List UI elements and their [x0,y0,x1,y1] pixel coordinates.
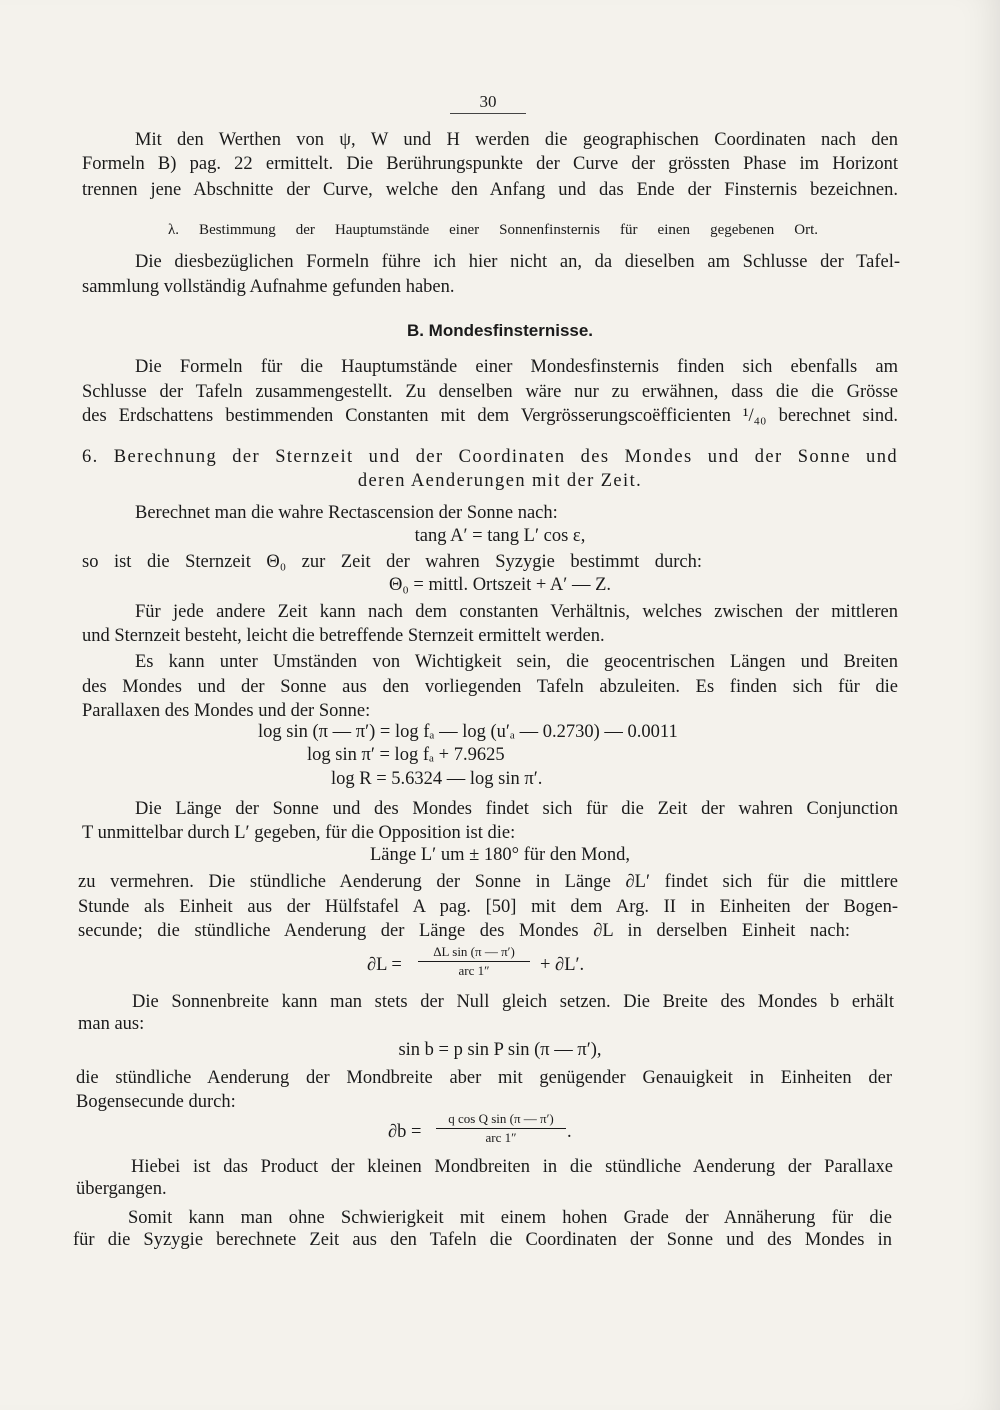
equation: log R = 5.6324 — log sin π′. [331,769,543,789]
text-line: T unmittelbar durch L′ gegeben, für die Opposition ist die: [82,823,516,843]
text-line: Bogensecunde durch: [76,1092,236,1112]
equation: tang A′ = tang L′ cos ε, [414,526,586,546]
text-line: des Mondes und der Sonne aus den vorliegenden Tafeln abzuleiten. Es finden sich für die [82,677,898,697]
text-line: Hiebei ist das Product der kleinen Mondbreiten in die stündliche Aenderung der Parallaxe [131,1157,893,1177]
text-line: Stunde als Einheit aus der Hülfstafel A pag. [50] mit dem Arg. II in Einheiten der Bogen- [78,897,898,917]
text-line: trennen jene Abschnitte der Curve, welche den Anfang und das Ende der Finsternis bezeichnen. [82,180,898,200]
section-heading: B. Mondesfinsternisse. [406,321,594,340]
equation-left: ∂b = [388,1122,422,1142]
text-line: Parallaxen des Mondes und der Sonne: [82,701,371,721]
equation: Länge L′ um ± 180° für den Mond, [370,845,630,865]
fraction-numerator: q cos Q sin (π — π′) [436,1111,566,1129]
text-line: übergangen. [76,1179,167,1199]
text-line: Somit kann man ohne Schwierigkeit mit einem hohen Grade der Annäherung für die [128,1208,892,1228]
text-line: Die diesbezüglichen Formeln führe ich hier nicht an, da dieselben am Schlusse der Tafel- [135,252,900,272]
text-line: man aus: [78,1014,145,1034]
page-number: 30 [450,92,526,114]
text-line: Berechnet man die wahre Rectascension der Sonne nach: [135,503,558,523]
equation-left: ∂L = [367,955,402,975]
equation-right: . [567,1122,572,1142]
text-line: Mit den Werthen von ψ, W und H werden die geographischen Coordinaten nach den [135,130,898,150]
text-line: Die Formeln für die Hauptumstände einer Mondesfinsternis finden sich ebenfalls am [135,357,898,377]
section-heading: deren Aenderungen mit der Zeit. [357,471,643,491]
text-line: und Sternzeit besteht, leicht die betreffende Sternzeit ermittelt werden. [82,626,605,646]
text-line: Die Länge der Sonne und des Mondes findet sich für die Zeit der wahren Conjunction [135,799,898,819]
text-line: für die Syzygie berechnete Zeit aus den Tafeln die Coordinaten der Sonne und des Mondes in [73,1230,892,1250]
fraction-denominator: arc 1″ [458,963,490,978]
equation: sin b = p sin P sin (π — π′), [398,1040,602,1060]
text-line: secunde; die stündliche Aenderung der Länge des Mondes ∂L in derselben Einheit nach: [78,921,850,941]
text-line: die stündliche Aenderung der Mondbreite aber mit genügender Genauigkeit in Einheiten der [76,1068,892,1088]
text-line: sammlung vollständig Aufnahme gefunden haben. [82,277,455,297]
section-heading: 6. Berechnung der Sternzeit und der Coordinaten des Mondes und der Sonne und [82,447,898,467]
fraction-denominator: arc 1″ [485,1130,517,1145]
fraction-numerator: ΔL sin (π — π′) [418,944,530,962]
equation: log sin π′ = log fₐ + 7.9625 [307,745,505,765]
text-line: Die Sonnenbreite kann man stets der Null gleich setzen. Die Breite des Mondes b erhält [132,992,894,1012]
text-line: Es kann unter Umständen von Wichtigkeit sein, die geocentrischen Längen und Breiten [135,652,898,672]
text-line: so ist die Sternzeit Θ₀ zur Zeit der wahren Syzygie bestimmt durch: [82,552,702,572]
text-line: Formeln B) pag. 22 ermittelt. Die Berührungspunkte der Curve der grössten Phase im Horizont [82,154,898,174]
equation-right: + ∂L′. [540,955,585,975]
fraction [418,944,530,979]
text-line: Für jede andere Zeit kann nach dem constanten Verhältnis, welches zwischen der mittleren [135,602,898,622]
fraction [436,1111,566,1146]
subsection-heading: λ. Bestimmung der Hauptumstände einer Sonnenfinsternis für einen gegebenen Ort. [168,222,818,238]
text-line: des Erdschattens bestimmenden Constanten mit dem Vergrösserungscoëfficienten ¹/₄₀ berechnet sind. [82,406,898,426]
text-line: zu vermehren. Die stündliche Aenderung der Sonne in Länge ∂L′ findet sich für die mittlere [78,872,898,892]
text-line: Schlusse der Tafeln zusammengestellt. Zu denselben wäre nur zu erwähnen, dass die die Grösse [82,382,898,402]
equation: Θ₀ = mittl. Ortszeit + A′ — Z. [389,575,611,595]
equation: log sin (π — π′) = log fₐ — log (u′ₐ — 0.2730) — 0.0011 [258,722,678,742]
